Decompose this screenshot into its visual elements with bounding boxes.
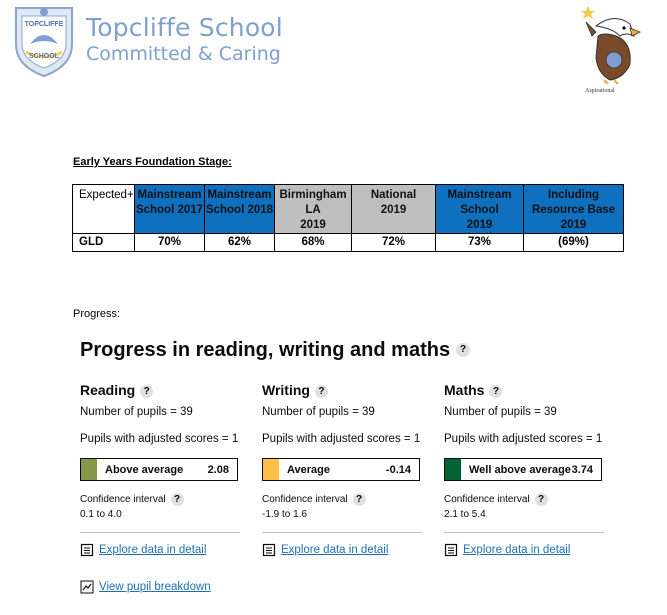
explore-link-row[interactable] xyxy=(262,543,424,557)
explore-data-link[interactable]: Explore data in detail xyxy=(99,544,207,556)
subject-panel-maths xyxy=(444,382,606,557)
subject-heading xyxy=(80,382,242,398)
help-icon[interactable]: ? xyxy=(489,385,502,398)
divider xyxy=(80,532,240,533)
confidence-interval-value: -1.9 to 1.6 xyxy=(262,509,308,520)
band-color-swatch xyxy=(81,459,97,480)
document-icon xyxy=(444,543,458,557)
subject-name: Maths xyxy=(444,382,485,398)
band-label: Above average xyxy=(105,463,184,476)
help-icon[interactable]: ? xyxy=(353,493,366,506)
table-header-cell: National 2019 xyxy=(352,185,436,234)
progress-title-text: Progress in reading, writing and maths xyxy=(80,339,451,361)
table-cell: GLD xyxy=(73,234,135,252)
line-chart-icon xyxy=(80,580,94,594)
progress-score: -0.14 xyxy=(385,463,411,476)
explore-link-row[interactable] xyxy=(444,543,606,557)
table-cell: 62% xyxy=(205,234,275,252)
subject-name: Writing xyxy=(262,382,310,398)
table-header-cell: Mainstream School 2018 xyxy=(205,185,275,234)
ci-label-text: Confidence interval xyxy=(262,494,348,506)
help-icon[interactable]: ? xyxy=(456,343,470,357)
subject-heading xyxy=(444,382,606,398)
school-motto: Committed & Caring xyxy=(86,43,281,65)
svg-text:SCHOOL: SCHOOL xyxy=(29,53,59,60)
divider xyxy=(262,532,422,533)
progress-score-box xyxy=(444,458,602,481)
eagle-mascot-image xyxy=(574,2,646,84)
ci-label-text: Confidence interval xyxy=(444,494,530,506)
table-header-row xyxy=(73,185,624,234)
eagle-caption: Aspirational xyxy=(585,88,615,94)
progress-score-box xyxy=(262,458,420,481)
pupil-breakdown-row[interactable] xyxy=(80,580,211,594)
table-header-cell: Birmingham LA 2019 xyxy=(275,185,352,234)
table-header-cell: Mainstream School 2017 xyxy=(135,185,205,234)
progress-score: 3.74 xyxy=(571,463,593,476)
progress-score-box xyxy=(80,458,238,481)
table-cell: 73% xyxy=(436,234,524,252)
help-icon[interactable]: ? xyxy=(140,385,153,398)
explore-data-link[interactable]: Explore data in detail xyxy=(281,544,389,556)
divider xyxy=(444,532,604,533)
table-cell: (69%) xyxy=(524,234,624,252)
pupil-count: Number of pupils = 39 xyxy=(262,406,375,418)
school-name: Topcliffe School xyxy=(86,13,283,42)
table-header-cell: Including Resource Base 2019 xyxy=(524,185,624,234)
band-label: Average xyxy=(287,463,331,476)
school-name-block xyxy=(86,14,283,65)
pupil-count: Number of pupils = 39 xyxy=(80,406,193,418)
document-icon xyxy=(80,543,94,557)
table-header-cell: Mainstream School 2019 xyxy=(436,185,524,234)
subject-panel-reading xyxy=(80,382,242,557)
subject-name: Reading xyxy=(80,382,136,398)
confidence-interval-value: 0.1 to 4.0 xyxy=(80,509,122,520)
progress-label: Progress: xyxy=(73,308,121,320)
adjusted-count: Pupils with adjusted scores = 1 xyxy=(80,433,239,445)
help-icon[interactable]: ? xyxy=(171,493,184,506)
explore-link-row[interactable] xyxy=(80,543,242,557)
ci-label-text: Confidence interval xyxy=(80,494,166,506)
school-crest-logo xyxy=(10,4,78,78)
band-color-swatch xyxy=(445,459,461,480)
table-header-cell: Expected+ xyxy=(73,185,135,234)
confidence-interval-label xyxy=(80,493,242,506)
band-label: Well above average xyxy=(469,463,571,476)
band-color-swatch xyxy=(263,459,279,480)
table-cell: 70% xyxy=(135,234,205,252)
confidence-interval-label xyxy=(444,493,606,506)
svg-text:TOPCLIFFE: TOPCLIFFE xyxy=(24,21,64,28)
progress-score: 2.08 xyxy=(207,463,229,476)
confidence-interval-value: 2.1 to 5.4 xyxy=(444,509,486,520)
explore-data-link[interactable]: Explore data in detail xyxy=(463,544,571,556)
adjusted-count: Pupils with adjusted scores = 1 xyxy=(262,433,421,445)
eyfs-results-table xyxy=(72,184,624,252)
subject-heading xyxy=(262,382,424,398)
subject-panel-writing xyxy=(262,382,424,557)
help-icon[interactable]: ? xyxy=(535,493,548,506)
table-row xyxy=(73,234,624,252)
document-icon xyxy=(262,543,276,557)
pupil-count: Number of pupils = 39 xyxy=(444,406,557,418)
table-cell: 68% xyxy=(275,234,352,252)
confidence-interval-label xyxy=(262,493,424,506)
view-pupil-breakdown-link[interactable]: View pupil breakdown xyxy=(99,581,211,593)
progress-title xyxy=(80,339,470,362)
help-icon[interactable]: ? xyxy=(315,385,328,398)
adjusted-count: Pupils with adjusted scores = 1 xyxy=(444,433,603,445)
eyfs-heading: Early Years Foundation Stage: xyxy=(73,156,232,168)
table-cell: 72% xyxy=(352,234,436,252)
